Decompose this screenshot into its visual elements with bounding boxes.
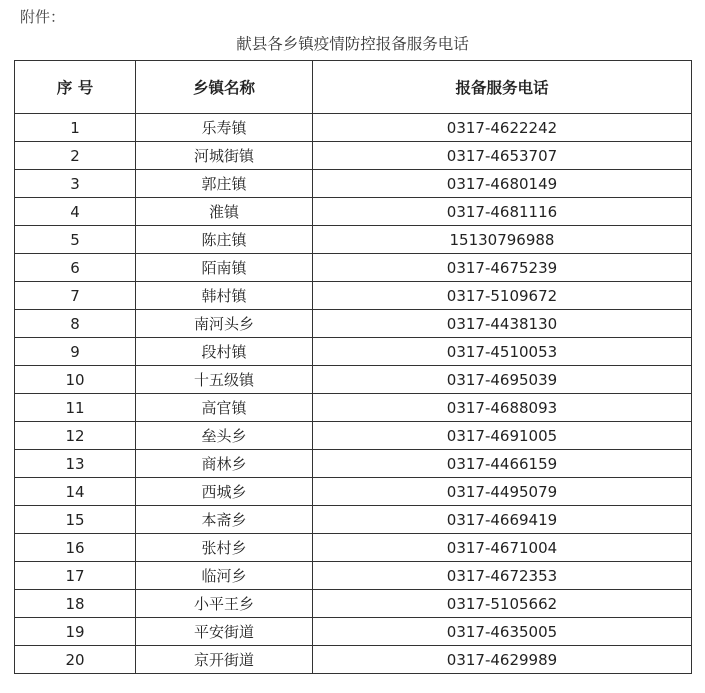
cell-phone: 0317-4653707: [313, 142, 692, 170]
cell-phone: 0317-4691005: [313, 422, 692, 450]
cell-phone: 0317-4510053: [313, 338, 692, 366]
header-index: 序 号: [15, 61, 136, 114]
cell-town: 乐寿镇: [136, 114, 313, 142]
cell-index: 4: [15, 198, 136, 226]
cell-phone: 0317-4680149: [313, 170, 692, 198]
cell-index: 3: [15, 170, 136, 198]
cell-town: 京开街道: [136, 646, 313, 674]
table-row: [15, 422, 692, 450]
cell-index: 17: [15, 562, 136, 590]
cell-town: 西城乡: [136, 478, 313, 506]
cell-phone: 0317-4688093: [313, 394, 692, 422]
cell-phone: 0317-4669419: [313, 506, 692, 534]
cell-town: 高官镇: [136, 394, 313, 422]
cell-town: 河城街镇: [136, 142, 313, 170]
cell-phone: 0317-4675239: [313, 254, 692, 282]
cell-phone: 0317-4629989: [313, 646, 692, 674]
cell-phone: 15130796988: [313, 226, 692, 254]
table-row: [15, 254, 692, 282]
table-row: [15, 590, 692, 618]
cell-town: 商林乡: [136, 450, 313, 478]
table-row: [15, 198, 692, 226]
table-body: [15, 114, 692, 674]
table-row: [15, 562, 692, 590]
table-row: [15, 310, 692, 338]
table-row: [15, 366, 692, 394]
table-row: [15, 450, 692, 478]
cell-phone: 0317-4495079: [313, 478, 692, 506]
cell-town: 淮镇: [136, 198, 313, 226]
table-row: [15, 646, 692, 674]
phone-table: [14, 60, 692, 674]
cell-phone: 0317-4635005: [313, 618, 692, 646]
cell-town: 陈庄镇: [136, 226, 313, 254]
cell-index: 5: [15, 226, 136, 254]
cell-index: 15: [15, 506, 136, 534]
table-row: [15, 114, 692, 142]
cell-town: 郭庄镇: [136, 170, 313, 198]
header-town: 乡镇名称: [136, 61, 313, 114]
cell-index: 9: [15, 338, 136, 366]
cell-index: 2: [15, 142, 136, 170]
document-title: 献县各乡镇疫情防控报备服务电话: [236, 35, 469, 53]
cell-index: 14: [15, 478, 136, 506]
cell-index: 10: [15, 366, 136, 394]
table-header-row: [15, 61, 692, 114]
table-row: [15, 534, 692, 562]
cell-town: 临河乡: [136, 562, 313, 590]
cell-town: 本斋乡: [136, 506, 313, 534]
cell-town: 张村乡: [136, 534, 313, 562]
cell-index: 13: [15, 450, 136, 478]
cell-phone: 0317-4695039: [313, 366, 692, 394]
cell-town: 韩村镇: [136, 282, 313, 310]
table-row: [15, 142, 692, 170]
cell-phone: 0317-5109672: [313, 282, 692, 310]
cell-town: 陌南镇: [136, 254, 313, 282]
cell-town: 平安街道: [136, 618, 313, 646]
cell-town: 南河头乡: [136, 310, 313, 338]
attachment-label: 附件：: [20, 8, 66, 26]
table-row: [15, 506, 692, 534]
cell-town: 小平王乡: [136, 590, 313, 618]
table-row: [15, 618, 692, 646]
cell-phone: 0317-4681116: [313, 198, 692, 226]
cell-town: 十五级镇: [136, 366, 313, 394]
cell-index: 1: [15, 114, 136, 142]
cell-index: 7: [15, 282, 136, 310]
table-row: [15, 478, 692, 506]
cell-phone: 0317-4671004: [313, 534, 692, 562]
cell-index: 11: [15, 394, 136, 422]
cell-index: 19: [15, 618, 136, 646]
cell-town: 垒头乡: [136, 422, 313, 450]
table-row: [15, 338, 692, 366]
cell-phone: 0317-4438130: [313, 310, 692, 338]
cell-phone: 0317-4672353: [313, 562, 692, 590]
cell-phone: 0317-5105662: [313, 590, 692, 618]
cell-index: 16: [15, 534, 136, 562]
cell-index: 8: [15, 310, 136, 338]
cell-town: 段村镇: [136, 338, 313, 366]
cell-index: 20: [15, 646, 136, 674]
cell-phone: 0317-4466159: [313, 450, 692, 478]
cell-index: 6: [15, 254, 136, 282]
table-row: [15, 170, 692, 198]
table-row: [15, 226, 692, 254]
header-phone: 报备服务电话: [313, 61, 692, 114]
cell-index: 12: [15, 422, 136, 450]
cell-phone: 0317-4622242: [313, 114, 692, 142]
cell-index: 18: [15, 590, 136, 618]
table-row: [15, 394, 692, 422]
table-row: [15, 282, 692, 310]
